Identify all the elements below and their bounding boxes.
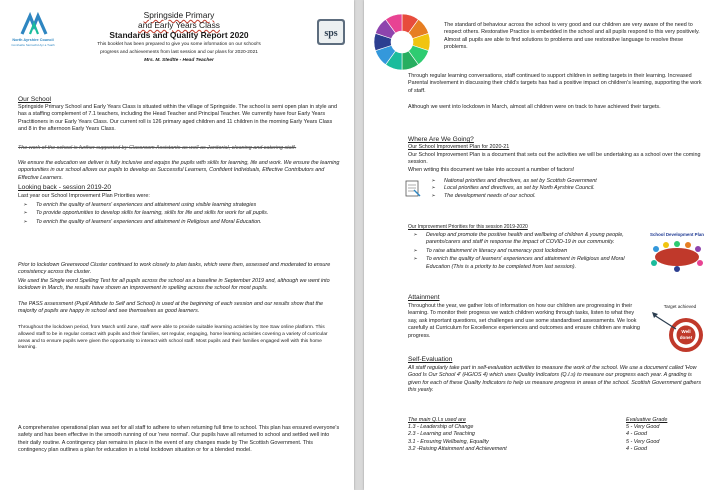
list-item: ➢ To enrich the quality of learners' experiences and attainment using visible learning strategies — [18, 202, 308, 209]
intro-line-2: progress and achievements from last session and our plans for 2020-2021 — [100, 50, 258, 56]
inclusive-education-para: We ensure the education we deliver is fully inclusive and equips the pupils with skills for learning, life and work. We ensure the learning opportunities in our school allows our pupils to develop as Successful Learners, Confident Individuals, Effective Contributors and Effective Learners. — [18, 160, 340, 181]
grade-table — [626, 424, 706, 454]
sip-para: Our School Improvement Plan is a document that sets out the activities we will be undertaking as a school over the coming session. — [408, 152, 701, 166]
pass-assessment-para: The PASS assessment (Pupil Attitude to Self and School) is used at the beginning of each session and our results show that the majority of pupils are happy in school and see themselves as good learners. — [18, 301, 324, 315]
school-development-plan-image — [642, 232, 712, 274]
qi-table — [408, 424, 608, 454]
council-label: North Ayrshire Council — [12, 38, 54, 42]
table-cell-grade: 4 - Good — [626, 446, 647, 453]
cluster-para: Prior to lockdown Greenwood Cluster continued to work closely to plan tasks, which were then, assessed and moderated to ensure consistency across the cluster. — [18, 262, 331, 276]
priorities-heading: Our Improvement Priorities for this session 2019-2020 — [408, 224, 528, 230]
on-track-para: Although we went into lockdown in March, almost all children were on track to have achieved their targets. — [408, 104, 661, 110]
where-going-subheading: Our School Improvement Plan for 2020-21 — [408, 144, 510, 150]
recovery-plan-para: A comprehensive operational plan was set for all staff to adhere to when returning full time to school. This plan has ensured everyone's safety and has been effective in the smooth running of our 'new normal'. Our pupils have all returned to school and settled well into their daily routine. A contingency plan remains in place in the event of any changes made by The Scottish Government. This contingency plan outlines a plan for education in a total lockdown situation or for a blended model. — [18, 425, 340, 454]
current-priorities-list — [408, 232, 638, 271]
table-row: 3.1 - Ensuring Wellbeing, Equality — [408, 438, 489, 445]
list-item: ➢ To enrich the quality of learners' experiences and attainment in Religious and Moral Education (This is a priority to be completed from last session). — [408, 256, 638, 271]
title-report: Standards and Quality Report 2020 — [109, 30, 249, 40]
right-page — [364, 0, 718, 490]
council-gaelic-label: Comhairle Siorrachd Ayr a Tuath — [11, 42, 55, 47]
title-early-years: and Early Years Class — [138, 20, 220, 30]
list-item: ➢ To raise attainment in literacy and numeracy post lockdown — [408, 248, 638, 255]
title-school-name: Springside Primary — [143, 10, 215, 20]
well-done-line-1: Well — [681, 329, 691, 334]
spelling-para: We used the Single word Spelling Test for all pupils across the school as a baseline in September 2019 and, although we went into lockdown in March, the results have shown an improvement in spelling across the school for most pupils. — [18, 278, 330, 292]
list-item: ➢ Develop and promote the positive health and wellbeing of children & young people, parents/carers and staff in response the impact of COVID-19 in our community. — [408, 232, 638, 247]
factors-list — [426, 178, 656, 200]
table-row: 2.3 - Learning and Teaching — [408, 431, 475, 438]
sps-logo — [316, 18, 346, 46]
sps-label: sps — [324, 28, 338, 39]
sdp-label: School Development Plan — [650, 232, 704, 237]
list-item: ➢ National priorities and directives, as set by Scottish Government — [426, 178, 656, 185]
factors-intro: When writing this document we take into account a number of factors! — [408, 167, 575, 173]
list-item: ➢ To enrich the quality of learners' experiences and attainment in Religious and Moral Education. — [18, 219, 308, 226]
lockdown-para: Throughout the lockdown period, from March until June, staff were able to provide suitable learning activities by See Saw online platform. This allowed staff to be in regular contact with pupils and their families, set regular, engaging, home learning activities covering a variety of curricular areas and to ensure pupils were given the opportunity to interact with school staff. Most pupils and their families engaged well with this home learning. — [18, 325, 328, 351]
our-school-para: Springside Primary School and Early Years Class is situated within the village of Springside. The school is semi open plan in style and has a staffing complement of 7.1 teachers, including the Head Teacher and Principal Teacher. We currently have four Early Years Practitioners in our Early Years Class. Our current roll is 126 primary aged children and 11 children in the morning Early Years Class and 8 in the afternoon Early Years Class. — [18, 104, 338, 133]
table-row: 1.3 - Leadership of Change — [408, 424, 474, 430]
our-school-heading: Our School — [18, 96, 51, 103]
well-done-line-2: done! — [679, 335, 693, 340]
looking-back-heading: Looking back - session 2019-20 — [18, 184, 112, 191]
list-item: ➢ To provide opportunities to develop skills for learning, skills for life and skills for work for all pupils. — [18, 210, 308, 217]
self-evaluation-para: All staff regularly take part in self-evaluation activities to measure the work of the school. We use a document called 'How Good Is Our School 4' (HGIOS 4) which uses Quality Indicators (Q.I.s) to measure our progress each year. A grading is given for each of these Quality Indicators to help us measure progress in areas of the school. Scottish Government gathers this yearly. — [408, 365, 702, 394]
document-icon — [404, 180, 422, 198]
target-achieved-image — [650, 304, 710, 356]
table-cell-grade: 5 - Very Good — [626, 438, 660, 445]
table-cell-grade: 5 - Very Good — [626, 424, 660, 430]
left-page — [0, 0, 354, 490]
table-cell-grade: 4 - Good — [626, 431, 647, 438]
behaviour-para: The standard of behaviour across the school is very good and our children are very aware of the need to respect others. Restorative Practice is embedded in the school and all pupils respond to this very positively. Almost all pupils are able to find solutions to problems and use restorative language to resolve these problems. — [444, 22, 700, 51]
previous-priorities-list — [18, 202, 308, 226]
table-row: 3.2 -Raising Attainment and Achievement — [408, 446, 507, 453]
qi-column-header: The main Q.I.s used are — [408, 417, 466, 423]
north-ayrshire-council-logo — [8, 12, 58, 47]
wheel-center — [392, 32, 412, 52]
list-item: ➢ Local priorities and directives, as set by North Ayrshire Council. — [426, 185, 656, 192]
looking-back-intro: Last year our School Improvement Plan Priorities were: — [18, 193, 150, 199]
targets-para: Through regular learning conversations, staff continued to support children in setting targets in their learning. Increased Parental involvement in discussing their child's targets has had a positive impact on children's learning, supporting the work of staff. — [408, 73, 702, 94]
intro-line-1: This booklet has been prepared to give you some information on our school's — [97, 42, 261, 47]
support-staff-para: The work of the school is further supported by Classroom Assistants as well as Janitorial, cleaning and catering staff. — [18, 145, 297, 151]
report-header — [96, 10, 262, 65]
where-going-heading: Where Are We Going? — [408, 136, 474, 143]
behaviour-wheel-icon — [372, 12, 432, 72]
self-evaluation-heading: Self-Evaluation — [408, 356, 453, 363]
attainment-para: Throughout the year, we gather lots of information on how our children are progressing in their learning. To monitor their progress we watch children working through tasks, listen to what they say, ask important questions, set challenges and use some standardised assessments. We look carefully at Curriculum for Excellence experiences and outcomes and ensure children are making progress. — [408, 303, 640, 339]
attainment-heading: Attainment — [408, 294, 440, 301]
target-label: Target achieved — [663, 304, 697, 309]
head-teacher-signoff: Mrs. M. Stedtte - Head Teacher — [144, 58, 214, 64]
list-item: ➢ The development needs of our school. — [426, 193, 656, 200]
grade-column-header: Evaluative Grade — [626, 417, 668, 423]
